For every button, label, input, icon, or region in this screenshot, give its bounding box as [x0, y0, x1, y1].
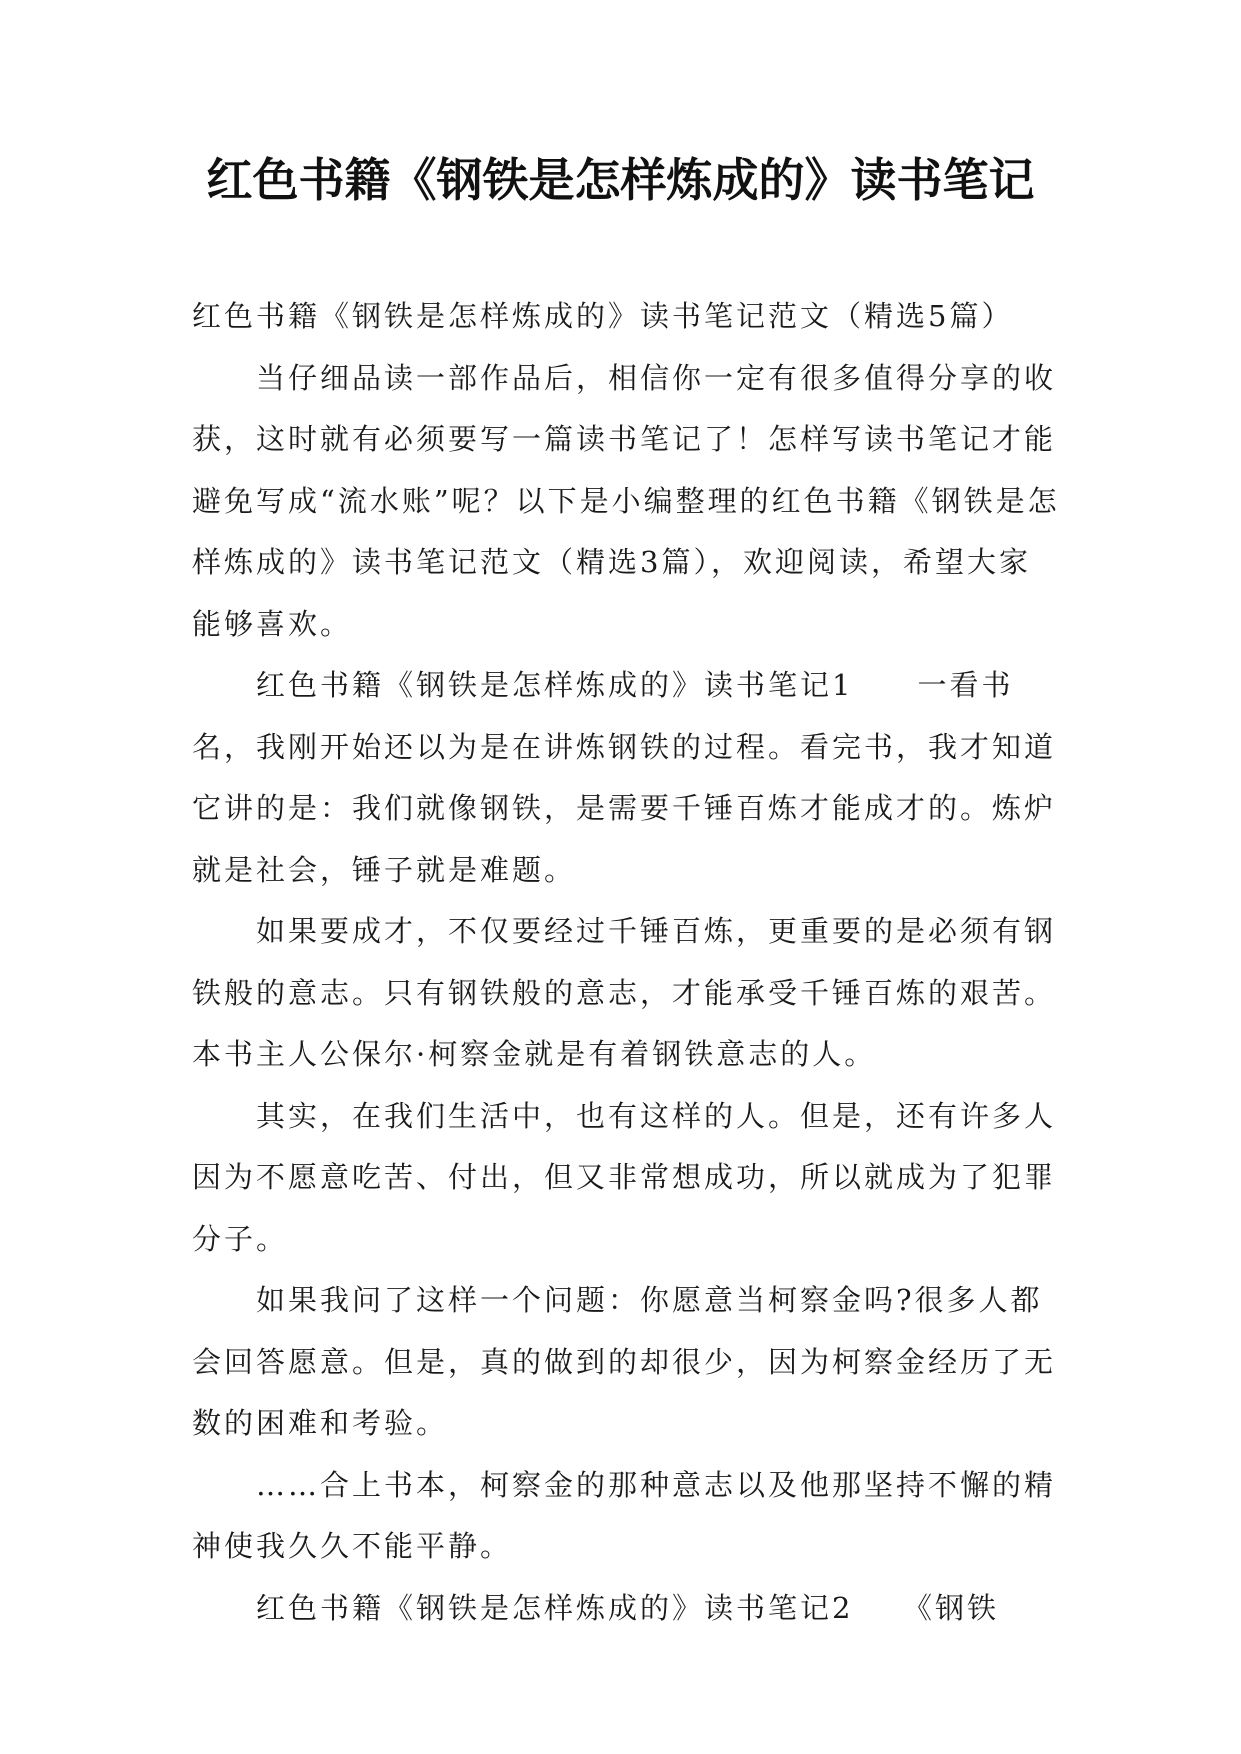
paragraph: 红色书籍《钢铁是怎样炼成的》读书笔记1 一看书名，我刚开始还以为是在讲炼钢铁的过程。看完书，我才知道它讲的是：我们就像钢铁，是需要千锤百炼才能成才的。炼炉就是社会，锤子就是难题。 [192, 668, 1057, 887]
paragraph: 当仔细品读一部作品后，相信你一定有很多值得分享的收获，这时就有必须要写一篇读书笔记了！怎样写读书笔记才能避免写成“流水账”呢？以下是小编整理的红色书籍《钢铁是怎样炼成的》读书笔记范文（精选3篇），欢迎阅读，希望大家能够喜欢。 [192, 360, 1060, 641]
paragraph: 如果要成才，不仅要经过千锤百炼，更重要的是必须有钢铁般的意志。只有钢铁般的意志，才能承受千锤百炼的艰苦。本书主人公保尔·柯察金就是有着钢铁意志的人。 [192, 914, 1057, 1071]
paragraph: 其实，在我们生活中，也有这样的人。但是，还有许多人因为不愿意吃苦、付出，但又非常想成功，所以就成为了犯罪分子。 [192, 1098, 1057, 1256]
paragraph: 红色书籍《钢铁是怎样炼成的》读书笔记范文（精选5篇） [192, 299, 1014, 333]
paragraph: 如果我问了这样一个问题：你愿意当柯察金吗?很多人都会回答愿意。但是，真的做到的却很少，因为柯察金经历了无数的困难和考验。 [192, 1283, 1057, 1440]
paragraph: ……合上书本，柯察金的那种意志以及他那坚持不懈的精神使我久久不能平静。 [192, 1467, 1057, 1563]
paragraph: 红色书籍《钢铁是怎样炼成的》读书笔记2 《钢铁 [256, 1590, 999, 1625]
document-title: 红色书籍《钢铁是怎样炼成的》读书笔记 [206, 153, 1035, 207]
document-body [192, 286, 1060, 1639]
